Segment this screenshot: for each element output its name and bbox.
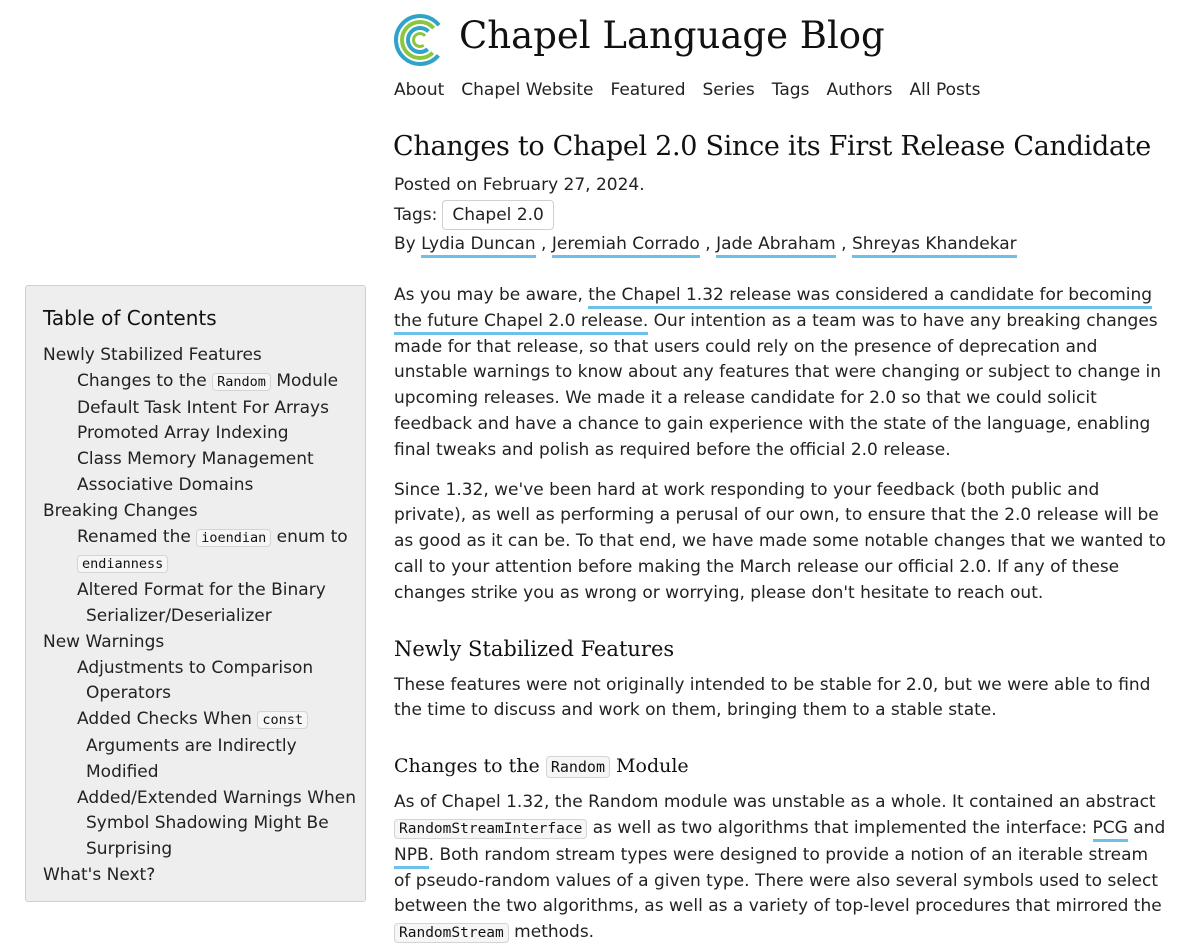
toc-list [43, 343, 361, 889]
toc-item-altered-format[interactable] [43, 578, 361, 630]
toc-text: Altered Format for the Binary [77, 580, 326, 601]
inline-code: RandomStream [394, 923, 509, 943]
toc-text: enum to [276, 526, 348, 547]
nav-series[interactable]: Series [702, 80, 755, 100]
toc-item-new-warnings[interactable]: New Warnings [43, 631, 165, 652]
tag-chapel-2-0[interactable]: Chapel 2.0 [442, 200, 553, 230]
pcg-link[interactable]: PCG [1093, 818, 1128, 842]
toc-code: ioendian [196, 529, 271, 547]
inline-code: RandomStreamInterface [394, 819, 587, 839]
byline [394, 234, 1017, 254]
toc-code: Random [212, 373, 271, 391]
text: Module [616, 755, 689, 778]
toc-item-class-memory[interactable]: Class Memory Management [77, 449, 314, 470]
paragraph-intro [394, 283, 1166, 464]
article-body [394, 283, 1166, 947]
chapel-logo-icon[interactable] [393, 13, 447, 67]
posted-date: Posted on February 27, 2024. [394, 175, 645, 195]
post-tags [394, 200, 554, 230]
paragraph-since-132: Since 1.32, we've been hard at work responding to your feedback (both public and private), as well as performing a perusal of our own, to ensure that the 2.0 release will be as good as it can be. To that end, we have made some notable changes that we wanted to call to your attention before making the March release our official 2.0. If any of these changes strike you as wrong or worrying, please don't hesitate to reach out. [394, 479, 1166, 603]
inline-code: Random [546, 756, 610, 778]
author-link[interactable]: Jade Abraham [716, 234, 836, 258]
toc-text: Changes to the [77, 370, 207, 391]
release-candidate-link[interactable]: the Chapel 1.32 release was considered a candidate for becoming the future Chapel 2.0 release. [394, 285, 1152, 335]
toc-item-renamed-ioendian[interactable] [43, 525, 361, 579]
toc-text: Symbol Shadowing Might Be [86, 813, 329, 834]
nav-authors[interactable]: Authors [826, 80, 893, 100]
nav-featured[interactable]: Featured [610, 80, 686, 100]
author-separator: , [705, 234, 711, 254]
heading-newly-stabilized: Newly Stabilized Features [394, 636, 675, 661]
toc-text: Added/Extended Warnings When [77, 787, 357, 808]
toc-text: Renamed the [77, 526, 191, 547]
toc-text: Operators [86, 683, 171, 704]
paragraph-random-module [394, 790, 1166, 947]
toc-title: Table of Contents [43, 306, 217, 330]
author-link[interactable]: Lydia Duncan [421, 234, 535, 258]
nav-tags[interactable]: Tags [771, 80, 810, 100]
heading-random-module [394, 752, 1166, 781]
main-nav [394, 80, 980, 100]
toc-item-symbol-shadowing[interactable] [43, 786, 361, 863]
toc-text: Surprising [86, 839, 173, 860]
toc-item-whats-next[interactable]: What's Next? [43, 864, 156, 885]
by-label: By [394, 234, 416, 254]
toc-text: Modified [86, 761, 159, 782]
toc-item-random-module[interactable] [43, 369, 361, 396]
site-title[interactable]: Chapel Language Blog [459, 14, 885, 57]
nav-chapel-website[interactable]: Chapel Website [461, 80, 594, 100]
toc-item-const-checks[interactable] [43, 707, 361, 785]
author-separator: , [841, 234, 847, 254]
author-link[interactable]: Jeremiah Corrado [552, 234, 700, 258]
text: Changes to the [394, 755, 540, 778]
toc-item-promoted-array[interactable]: Promoted Array Indexing [77, 423, 289, 444]
nav-about[interactable]: About [394, 80, 445, 100]
author-separator: , [541, 234, 547, 254]
text: As of Chapel 1.32, the Random module was unstable as a whole. It contained an abstract [394, 792, 1156, 813]
toc-item-default-task-intent[interactable]: Default Task Intent For Arrays [77, 397, 329, 418]
tags-label: Tags: [394, 205, 438, 225]
text: . Both random stream types were designed to provide a notion of an iterable stream of pseudo-random values of a given type. There were also several symbols used to select between the two algorithms, as well as a variety of top-level procedures that mirrored the [394, 844, 1162, 917]
toc-text: Arguments are Indirectly [86, 735, 297, 756]
toc-text: Module [276, 370, 339, 391]
toc-item-comparison-operators[interactable] [43, 656, 361, 708]
paragraph-newly-stabilized: These features were not originally intended to be stable for 2.0, but we were able to find the time to discuss and work on them, bringing them to a stable state. [394, 674, 1151, 721]
text: As you may be aware, [394, 285, 583, 305]
post-title: Changes to Chapel 2.0 Since its First Release Candidate [393, 131, 1151, 162]
text: as well as two algorithms that implemented the interface: [592, 817, 1088, 838]
nav-all-posts[interactable]: All Posts [909, 80, 981, 100]
toc-item-breaking-changes[interactable]: Breaking Changes [43, 500, 198, 521]
text: Our intention as a team was to have any breaking changes made for that release, so that users could rely on the presence of deprecation and unstable warnings to know about any features that were changing or subject to change in upcoming releases. We made it a release candidate for 2.0 so that we could solicit feedback and have a chance to gain experience with the state of the language, enabling final tweaks and polish as required before the official 2.0 release. [394, 310, 1162, 460]
toc-text: Adjustments to Comparison [77, 657, 314, 678]
npb-link[interactable]: NPB [394, 845, 429, 869]
toc-code: endianness [77, 555, 168, 573]
toc-text: Added Checks When [77, 709, 252, 730]
text: methods. [514, 922, 595, 943]
toc-code: const [257, 711, 308, 729]
table-of-contents [25, 285, 366, 902]
toc-text: Serializer/Deserializer [86, 605, 272, 626]
author-link[interactable]: Shreyas Khandekar [852, 234, 1017, 258]
toc-item-associative-domains[interactable]: Associative Domains [77, 474, 254, 495]
text: and [1133, 817, 1166, 838]
toc-item-newly-stabilized[interactable]: Newly Stabilized Features [43, 345, 262, 365]
